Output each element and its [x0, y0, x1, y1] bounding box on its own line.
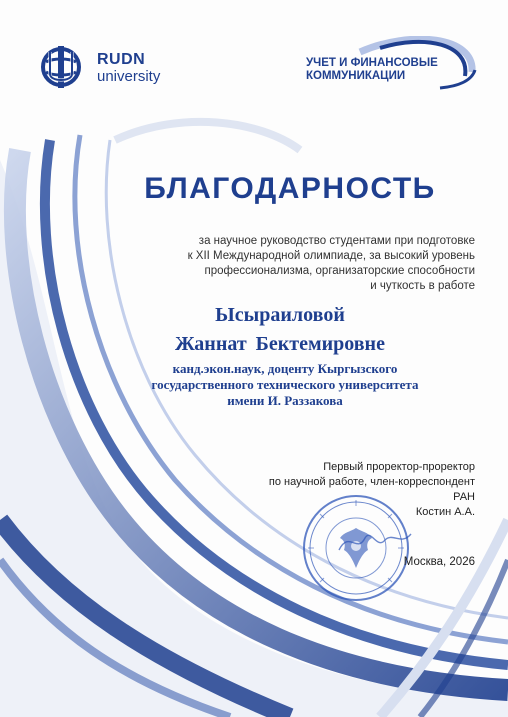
recipient-given-names: Жаннат Бектемировне: [175, 333, 385, 355]
intro-line: за научное руководство студентами при подготовке: [198, 235, 475, 247]
city-date: Москва, 2026: [403, 556, 475, 568]
rudn-line2: university: [97, 68, 161, 85]
signature-scribble-icon: [335, 520, 415, 560]
position-line: государственного технического университета: [151, 377, 419, 392]
ufk-line2: КОММУНИКАЦИИ: [306, 70, 406, 82]
certificate-title: БЛАГОДАРНОСТЬ: [144, 172, 436, 205]
ufk-wordmark: [306, 57, 476, 83]
signatory-line: по научной работе, член-корреспондент РАН: [268, 476, 475, 503]
signatory-line: Первый проректор-проректор: [323, 461, 475, 473]
signatory-block: [260, 460, 475, 520]
ufk-line1: УЧЕТ И ФИНАНСОВЫЕ: [306, 57, 438, 69]
rudn-wordmark: [97, 52, 160, 85]
recipient-surname: Ысыраиловой: [215, 304, 345, 326]
signatory-name: Костин А.А.: [415, 506, 475, 518]
intro-line: к XII Международной олимпиаде, за высокий уровень: [187, 250, 475, 262]
recipient-position: [120, 361, 450, 409]
intro-text: [110, 234, 475, 294]
intro-line: профессионализма, организаторские способности: [204, 265, 475, 277]
intro-line: и чуткость в работе: [370, 280, 475, 292]
position-line: имени И. Раззакова: [227, 393, 343, 408]
position-line: канд.экон.наук, доценту Кыргызского: [172, 361, 398, 376]
rudn-line1: RUDN: [97, 51, 146, 68]
